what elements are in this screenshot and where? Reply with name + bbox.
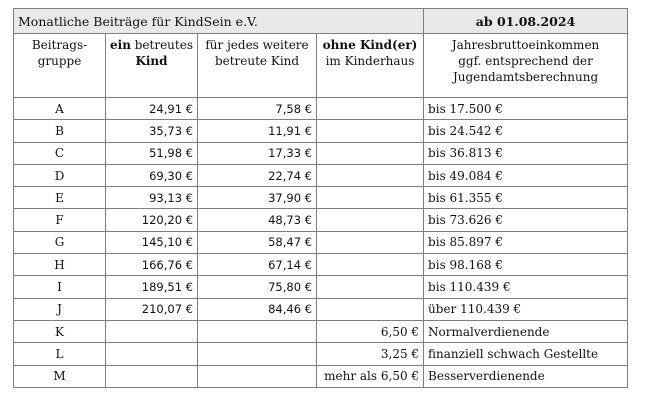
cell-each-further: 17,33 €: [198, 142, 317, 164]
cell-each-further: [198, 320, 317, 342]
cell-no-child: [317, 298, 424, 320]
cell-group: J: [14, 298, 106, 320]
cell-group: F: [14, 209, 106, 231]
header-income: Jahresbruttoeinkommen ggf. entsprechend der Jugendamtsberechnung: [424, 34, 628, 98]
cell-group: E: [14, 187, 106, 209]
cell-one-child: 189,51 €: [106, 276, 198, 298]
cell-each-further: 48,73 €: [198, 209, 317, 231]
table-row: [14, 142, 628, 164]
cell-group: I: [14, 276, 106, 298]
cell-one-child: 93,13 €: [106, 187, 198, 209]
cell-one-child: 120,20 €: [106, 209, 198, 231]
cell-each-further: 22,74 €: [198, 164, 317, 186]
cell-income: bis 61.355 €: [424, 187, 628, 209]
cell-one-child: 166,76 €: [106, 254, 198, 276]
cell-one-child: 35,73 €: [106, 120, 198, 142]
fee-table: [13, 8, 628, 388]
cell-no-child: [317, 164, 424, 186]
table-row: [14, 365, 628, 387]
header-one-child-bold: ein: [110, 38, 131, 52]
table-row: [14, 209, 628, 231]
cell-group: A: [14, 98, 106, 120]
header-one-child: [106, 34, 198, 98]
table-row: [14, 343, 628, 365]
header-one-child-mid: betreutes: [130, 38, 193, 52]
table-row: [14, 320, 628, 342]
header-each-further: für jedes weitere betreute Kind: [198, 34, 317, 98]
cell-no-child: [317, 142, 424, 164]
table-row: [14, 231, 628, 253]
cell-income: bis 24.542 €: [424, 120, 628, 142]
cell-one-child: 145,10 €: [106, 231, 198, 253]
table-title: Monatliche Beiträge für KindSein e.V.: [14, 9, 424, 34]
header-no-child-rest: im Kinderhaus: [325, 54, 415, 68]
cell-each-further: 75,80 €: [198, 276, 317, 298]
fee-table-container: [13, 8, 627, 388]
cell-each-further: [198, 343, 317, 365]
cell-no-child: [317, 120, 424, 142]
cell-income: finanziell schwach Gestellte: [424, 343, 628, 365]
cell-one-child: 210,07 €: [106, 298, 198, 320]
cell-no-child: [317, 231, 424, 253]
valid-from-date: ab 01.08.2024: [424, 9, 628, 34]
cell-group: K: [14, 320, 106, 342]
header-row: [14, 34, 628, 98]
cell-group: M: [14, 365, 106, 387]
cell-no-child: [317, 209, 424, 231]
cell-each-further: 67,14 €: [198, 254, 317, 276]
cell-each-further: 58,47 €: [198, 231, 317, 253]
cell-each-further: 37,90 €: [198, 187, 317, 209]
cell-one-child: [106, 343, 198, 365]
table-row: [14, 98, 628, 120]
cell-income: über 110.439 €: [424, 298, 628, 320]
cell-each-further: [198, 365, 317, 387]
table-row: [14, 120, 628, 142]
cell-one-child: [106, 320, 198, 342]
header-no-child-bold: ohne Kind(er): [322, 38, 418, 52]
table-row: [14, 164, 628, 186]
cell-each-further: 84,46 €: [198, 298, 317, 320]
header-one-child-bold2: Kind: [135, 54, 168, 68]
cell-no-child: [317, 254, 424, 276]
cell-no-child: 3,25 €: [317, 343, 424, 365]
cell-group: C: [14, 142, 106, 164]
header-group: Beitrags- gruppe: [14, 34, 106, 98]
table-row: [14, 298, 628, 320]
cell-group: H: [14, 254, 106, 276]
cell-each-further: 7,58 €: [198, 98, 317, 120]
cell-no-child: [317, 98, 424, 120]
cell-income: bis 49.084 €: [424, 164, 628, 186]
cell-income: Besserverdienende: [424, 365, 628, 387]
cell-one-child: 24,91 €: [106, 98, 198, 120]
table-row: [14, 276, 628, 298]
cell-group: D: [14, 164, 106, 186]
title-row: [14, 9, 628, 34]
cell-no-child: 6,50 €: [317, 320, 424, 342]
table-row: [14, 187, 628, 209]
cell-each-further: 11,91 €: [198, 120, 317, 142]
cell-group: L: [14, 343, 106, 365]
cell-group: B: [14, 120, 106, 142]
cell-income: bis 36.813 €: [424, 142, 628, 164]
cell-income: bis 85.897 €: [424, 231, 628, 253]
cell-one-child: [106, 365, 198, 387]
cell-one-child: 51,98 €: [106, 142, 198, 164]
cell-income: Normalverdienende: [424, 320, 628, 342]
header-no-child: [317, 34, 424, 98]
cell-no-child: [317, 187, 424, 209]
cell-no-child: mehr als 6,50 €: [317, 365, 424, 387]
cell-income: bis 73.626 €: [424, 209, 628, 231]
cell-one-child: 69,30 €: [106, 164, 198, 186]
cell-income: bis 110.439 €: [424, 276, 628, 298]
cell-income: bis 17.500 €: [424, 98, 628, 120]
table-row: [14, 254, 628, 276]
cell-group: G: [14, 231, 106, 253]
cell-no-child: [317, 276, 424, 298]
cell-income: bis 98.168 €: [424, 254, 628, 276]
